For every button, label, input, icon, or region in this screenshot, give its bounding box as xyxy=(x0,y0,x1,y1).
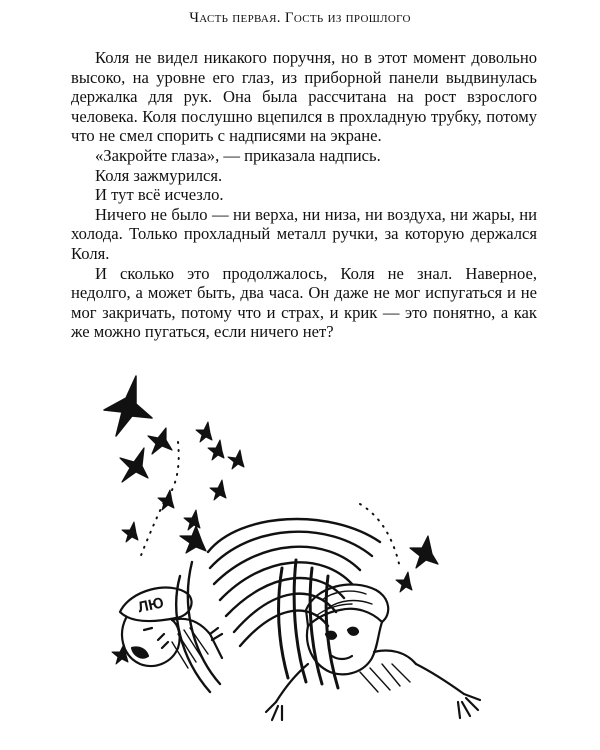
arm xyxy=(416,664,464,694)
hand xyxy=(458,694,480,718)
star xyxy=(158,490,174,510)
paragraph-2: «Закройте глаза», — приказала надпись. xyxy=(95,145,381,165)
dot-trail xyxy=(140,442,179,558)
cheek-lines xyxy=(158,634,168,648)
star xyxy=(210,480,226,500)
star xyxy=(148,428,172,454)
paragraph-5: Ничего не было — ни верха, ни низа, ни воздуха, ни жары, ни холода. Только прохладный металл ручки, за которую держался Коля. xyxy=(71,204,537,263)
hair-strands xyxy=(316,591,372,616)
star xyxy=(120,448,148,482)
star xyxy=(396,572,412,592)
star xyxy=(122,522,138,542)
star xyxy=(410,536,438,568)
star xyxy=(112,644,128,664)
shirt-hatch xyxy=(360,664,410,692)
tumbling-cap-figure xyxy=(120,588,222,668)
star xyxy=(196,422,212,442)
paragraph-6: И сколько это продолжалось, Коля не знал. Наверное, недолго, а может быть, два часа. Он даже не мог испугаться и не мог закричать, потому что и страх, и крик — это понятно, а как же можно пугаться, если ничего нет? xyxy=(71,263,537,342)
eye xyxy=(326,632,336,639)
mouth xyxy=(332,656,352,659)
body-text xyxy=(71,48,537,342)
falling-boy-illustration xyxy=(60,372,520,742)
face xyxy=(122,618,180,666)
eye xyxy=(348,628,358,635)
star xyxy=(180,526,206,553)
swirl xyxy=(279,568,288,678)
big-star xyxy=(104,376,152,436)
hand-left xyxy=(266,702,282,720)
paragraph-4: И тут всё исчезло. xyxy=(95,185,224,205)
swirl xyxy=(240,611,328,646)
eye xyxy=(144,628,152,630)
motion-swirls xyxy=(176,519,380,692)
running-head: Часть первая. Гость из прошлого xyxy=(189,10,411,26)
mouth xyxy=(132,647,148,657)
star xyxy=(184,510,200,530)
star xyxy=(208,440,224,460)
cap-lettering: ЛЮ xyxy=(136,594,166,617)
shoulder xyxy=(374,651,416,665)
dot-trail xyxy=(360,504,400,568)
arm-left xyxy=(276,664,308,702)
paragraph-3: Коля зажмурился. xyxy=(95,165,223,185)
paragraph-1: Коля не видел никакого поручня, но в этот момент довольно высоко, на уровне его глаз, из приборной панели выдвинулась держалка для рук. Она была рассчитана на рост взрослого человека. Коля послушно вцепился в прохладную трубку, потому что не смел спорить с надписями на экране. xyxy=(71,48,537,146)
star xyxy=(228,450,244,469)
